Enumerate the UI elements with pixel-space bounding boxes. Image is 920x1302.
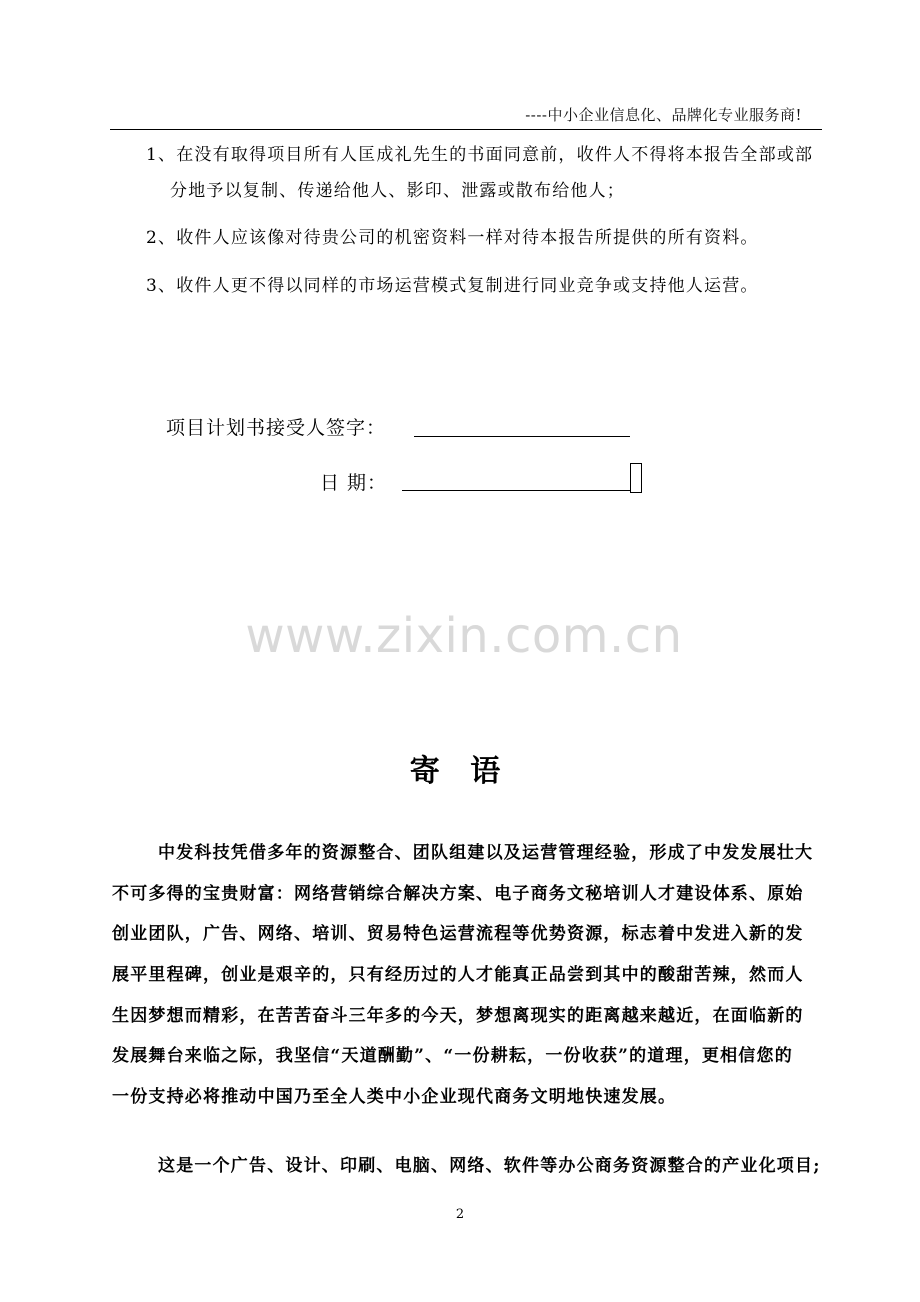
paragraph-line: 展平里程碑，创业是艰辛的，只有经历过的人才能真正品尝到其中的酸甜苦辣，然而人 <box>112 965 804 986</box>
paragraph-line: 创业团队，广告、网络、培训、贸易特色运营流程等优势资源，标志着中发进入新的发 <box>112 924 804 945</box>
clause-2: 2、收件人应该像对待贵公司的机密资料一样对待本报告所提供的所有资料。 <box>146 228 759 248</box>
watermark: www.zixin.com.cn <box>245 608 683 664</box>
paragraph-line: 不可多得的宝贵财富：网络营销综合解决方案、电子商务文秘培训人才建设体系、原始 <box>112 883 804 904</box>
text-cursor-box <box>630 463 642 493</box>
signature-line[interactable] <box>414 436 630 437</box>
header-tagline: ----中小企业信息化、品牌化专业服务商! <box>525 106 802 124</box>
section-paragraph <box>112 835 824 1120</box>
date-line[interactable] <box>402 490 630 491</box>
page-number: 2 <box>455 1207 465 1222</box>
paragraph-line: 一份支持必将推动中国乃至全人类中小企业现代商务文明地快速发展。 <box>112 1087 677 1108</box>
section-paragraph-2: 这是一个广告、设计、印刷、电脑、网络、软件等办公商务资源整合的产业化项目; <box>158 1156 821 1176</box>
section-title: 寄 语 <box>409 754 511 789</box>
clause-3: 3、收件人更不得以同样的市场运营模式复制进行同业竞争或支持他人运营。 <box>146 276 759 296</box>
paragraph-line: 中发科技凭借多年的资源整合、团队组建以及运营管理经验，形成了中发发展壮大 <box>158 843 814 863</box>
signer-label: 项目计划书接受人签字： <box>166 417 387 439</box>
paragraph-line: 发展舞台来临之际，我坚信“天道酬勤”、“一份耕耘，一份收获”的道理，更相信您的 <box>112 1046 793 1067</box>
clause-1-line-1: 1、在没有取得项目所有人匡成礼先生的书面同意前，收件人不得将本报告全部或部 <box>146 145 814 165</box>
paragraph-line: 生因梦想而精彩，在苦苦奋斗三年多的今天，梦想离现实的距离越来越近，在面临新的 <box>112 1005 804 1026</box>
clause-1-line-2: 分地予以复制、传递给他人、影印、泄露或散布给他人； <box>170 181 625 201</box>
header-divider <box>110 129 822 130</box>
date-label: 日 期： <box>320 472 388 494</box>
